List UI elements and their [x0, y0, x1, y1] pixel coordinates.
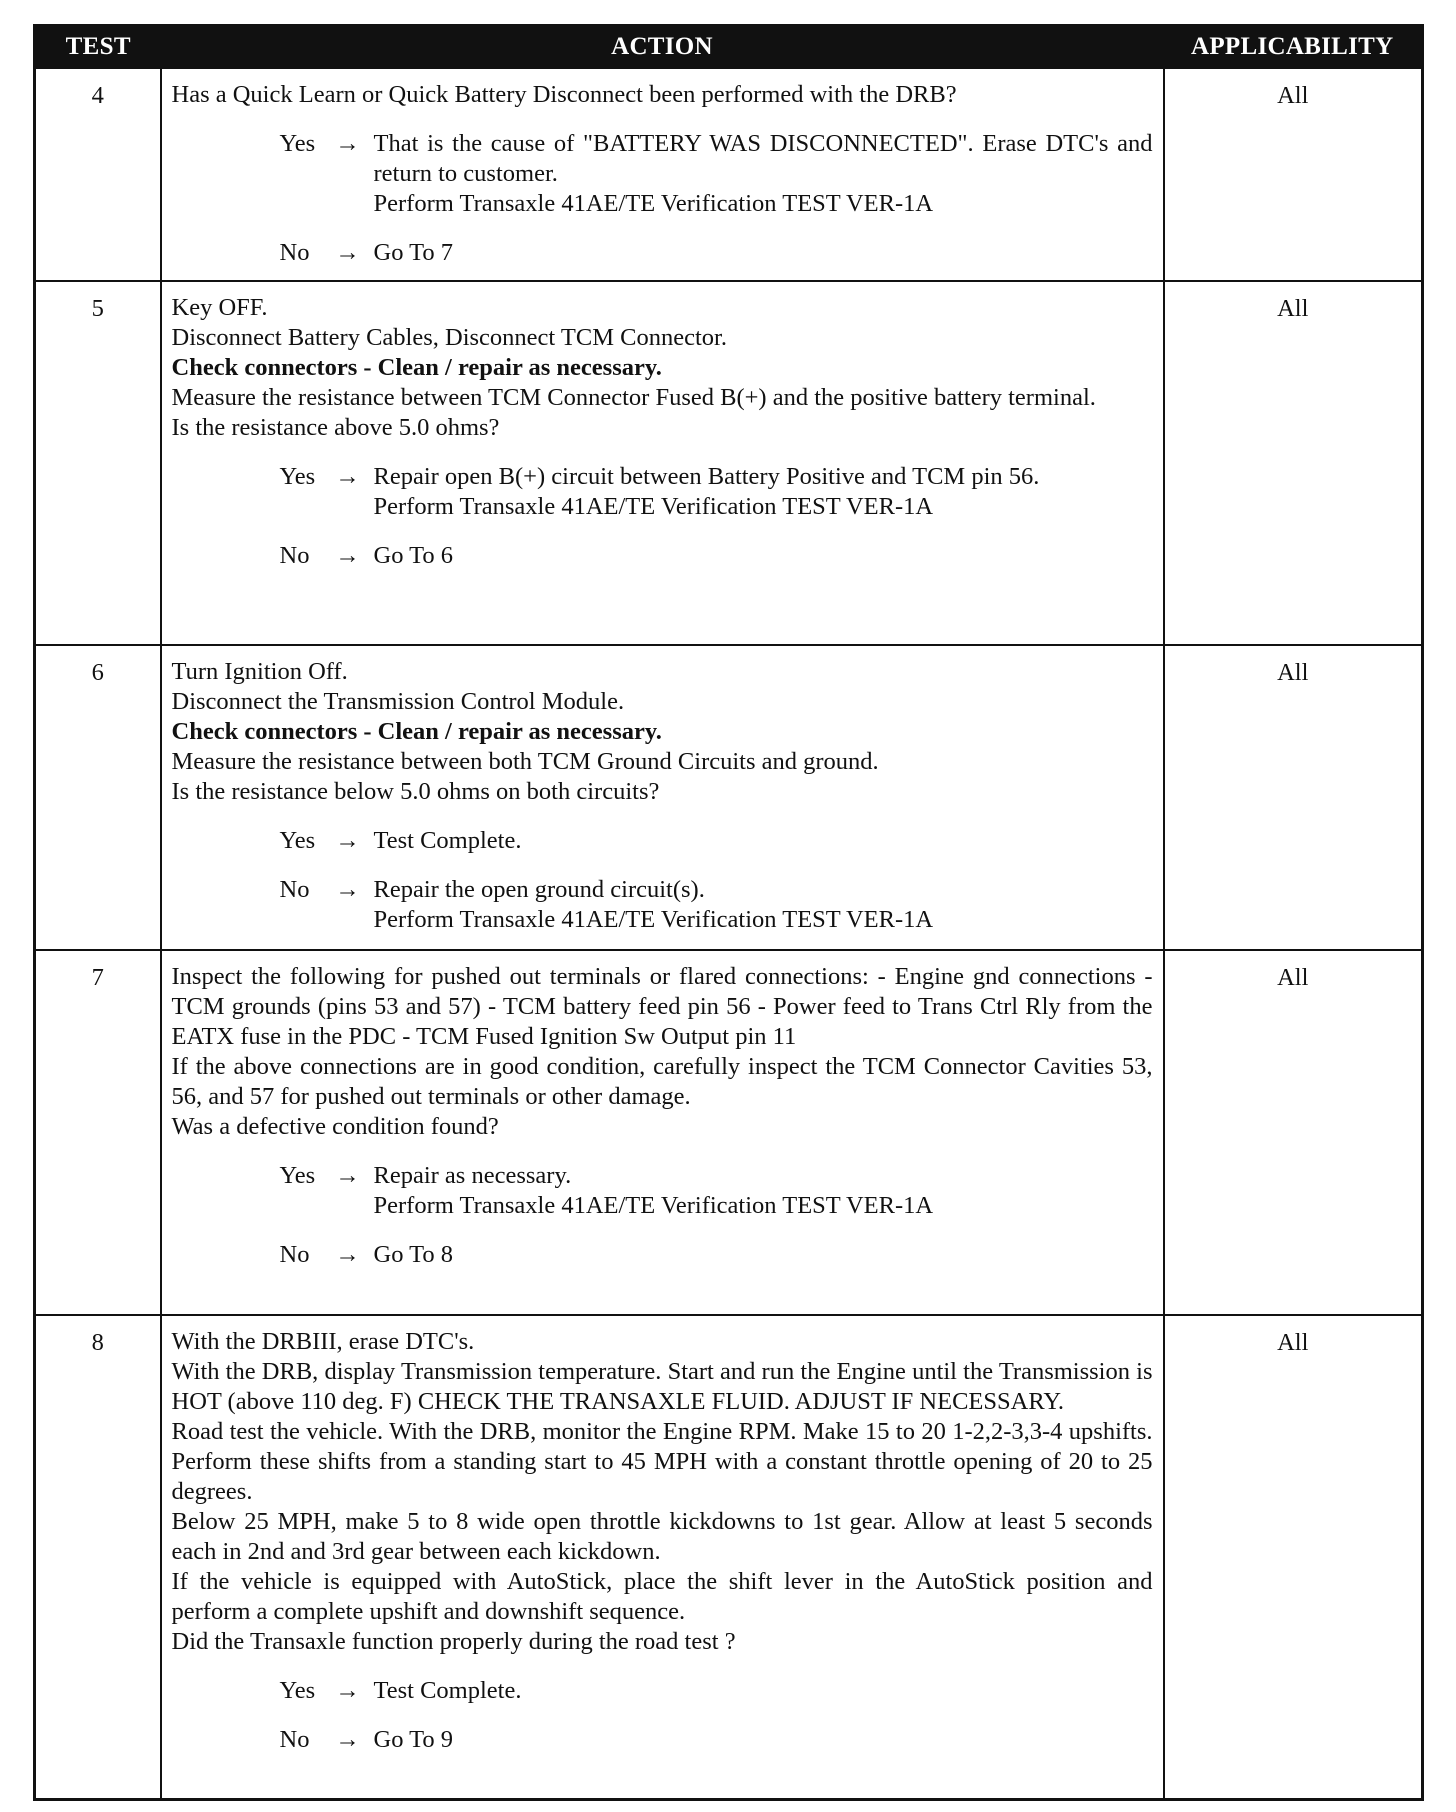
yes-branch	[172, 129, 1153, 219]
no-text: Repair the open ground circuit(s).	[373, 876, 705, 903]
test-number: 7	[35, 950, 161, 1315]
arrow-right-icon: →	[335, 1726, 360, 1753]
action-cell	[161, 645, 1164, 950]
action-cell	[161, 1315, 1164, 1799]
header-applicability: APPLICABILITY	[1164, 26, 1423, 69]
yes-text: Repair open B(+) circuit between Battery Positive and TCM pin 56.	[373, 463, 1040, 490]
no-branch	[172, 1240, 1153, 1270]
applicability: All	[1164, 1315, 1423, 1799]
no-branch	[172, 238, 1153, 268]
yes-text: Test Complete.	[373, 827, 522, 854]
action-cell	[161, 68, 1164, 281]
test-number: 5	[35, 281, 161, 645]
yes-text: Repair as necessary.	[373, 1162, 572, 1189]
yes-label: Yes	[279, 463, 316, 490]
header-test: TEST	[35, 26, 161, 69]
arrow-right-icon: →	[335, 1241, 360, 1268]
header-action: ACTION	[161, 26, 1164, 69]
diagnostic-procedure-table	[33, 24, 1424, 1801]
yes-text: Perform Transaxle 41AE/TE Verification TEST VER-1A	[373, 493, 934, 520]
yes-text: Perform Transaxle 41AE/TE Verification TEST VER-1A	[373, 1192, 934, 1219]
action-question: Was a defective condition found?	[171, 1113, 499, 1140]
no-label: No	[279, 1241, 310, 1268]
action-text: Key OFF.	[171, 294, 268, 321]
no-branch	[172, 875, 1153, 935]
arrow-right-icon: →	[335, 1677, 360, 1704]
action-text: If the above connections are in good condition, carefully inspect the TCM Connector Cavities 53, 56, and 57 for pushed out terminals or other damage.	[171, 1053, 1153, 1110]
table-row	[35, 645, 1423, 950]
action-text: With the DRB, display Transmission temperature. Start and run the Engine until the Transmission is HOT (above 110 deg. F) CHECK THE TRANSAXLE FLUID. ADJUST IF NECESSARY.	[171, 1358, 1153, 1415]
test-number: 4	[35, 68, 161, 281]
action-warning: Check connectors - Clean / repair as necessary.	[171, 718, 662, 745]
yes-label: Yes	[279, 1677, 316, 1704]
yes-branch	[172, 462, 1153, 522]
yes-branch	[172, 826, 1153, 856]
arrow-right-icon: →	[335, 876, 360, 903]
table-header-row	[35, 26, 1423, 69]
action-text: Disconnect Battery Cables, Disconnect TCM Connector.	[171, 324, 727, 351]
table-row	[35, 950, 1423, 1315]
no-branch	[172, 1725, 1153, 1755]
yes-branch	[172, 1676, 1153, 1706]
action-text: Turn Ignition Off.	[171, 658, 348, 685]
no-text: Go To 7	[373, 239, 454, 266]
applicability: All	[1164, 281, 1423, 645]
action-text: Below 25 MPH, make 5 to 8 wide open throttle kickdowns to 1st gear. Allow at least 5 seconds each in 2nd and 3rd gear between each kickdown.	[171, 1508, 1153, 1565]
table-row	[35, 281, 1423, 645]
test-number: 8	[35, 1315, 161, 1799]
action-text: With the DRBIII, erase DTC's.	[171, 1328, 475, 1355]
action-cell	[161, 281, 1164, 645]
arrow-right-icon: →	[335, 239, 360, 266]
action-text: Has a Quick Learn or Quick Battery Disconnect been performed with the DRB?	[171, 81, 957, 108]
action-text: Road test the vehicle. With the DRB, monitor the Engine RPM. Make 15 to 20 1-2,2-3,3-4 upshifts. Perform these shifts from a standing start to 45 MPH with a constant throttle opening of 20 to 25 degrees.	[171, 1418, 1153, 1505]
action-text: Measure the resistance between both TCM Ground Circuits and ground.	[171, 748, 879, 775]
applicability: All	[1164, 645, 1423, 950]
applicability: All	[1164, 950, 1423, 1315]
action-question: Is the resistance above 5.0 ohms?	[171, 414, 500, 441]
action-cell	[161, 950, 1164, 1315]
action-text: Disconnect the Transmission Control Module.	[171, 688, 625, 715]
action-warning: Check connectors - Clean / repair as necessary.	[171, 354, 662, 381]
arrow-right-icon: →	[335, 463, 360, 490]
yes-branch	[172, 1161, 1153, 1221]
no-branch	[172, 541, 1153, 571]
arrow-right-icon: →	[335, 827, 360, 854]
no-text: Go To 6	[373, 542, 454, 569]
no-label: No	[279, 239, 310, 266]
arrow-right-icon: →	[335, 1162, 360, 1189]
action-text: Inspect the following for pushed out terminals or flared connections: - Engine gnd connections - TCM grounds (pins 53 and 57) - TCM battery feed pin 56 - Power feed to Trans Ctrl Rly from the EATX fuse in the PDC - TCM Fused Ignition Sw Output pin 11	[171, 963, 1153, 1050]
action-text: Measure the resistance between TCM Connector Fused B(+) and the positive battery terminal.	[171, 384, 1096, 411]
arrow-right-icon: →	[335, 542, 360, 569]
no-label: No	[279, 542, 310, 569]
no-label: No	[279, 876, 310, 903]
yes-text: Perform Transaxle 41AE/TE Verification TEST VER-1A	[373, 190, 934, 217]
no-text: Go To 9	[373, 1726, 454, 1753]
applicability: All	[1164, 68, 1423, 281]
no-text: Perform Transaxle 41AE/TE Verification TEST VER-1A	[373, 906, 934, 933]
yes-label: Yes	[279, 130, 316, 157]
arrow-right-icon: →	[335, 130, 360, 157]
test-number: 6	[35, 645, 161, 950]
yes-label: Yes	[279, 1162, 316, 1189]
action-text: If the vehicle is equipped with AutoStick, place the shift lever in the AutoStick position and perform a complete upshift and downshift sequence.	[171, 1568, 1153, 1625]
action-question: Did the Transaxle function properly during the road test ?	[171, 1628, 736, 1655]
no-label: No	[279, 1726, 310, 1753]
table-row	[35, 68, 1423, 281]
table-row	[35, 1315, 1423, 1799]
action-question: Is the resistance below 5.0 ohms on both circuits?	[171, 778, 660, 805]
no-text: Go To 8	[373, 1241, 454, 1268]
yes-text: That is the cause of "BATTERY WAS DISCONNECTED". Erase DTC's and return to customer.	[373, 130, 1153, 187]
yes-text: Test Complete.	[373, 1677, 522, 1704]
yes-label: Yes	[279, 827, 316, 854]
